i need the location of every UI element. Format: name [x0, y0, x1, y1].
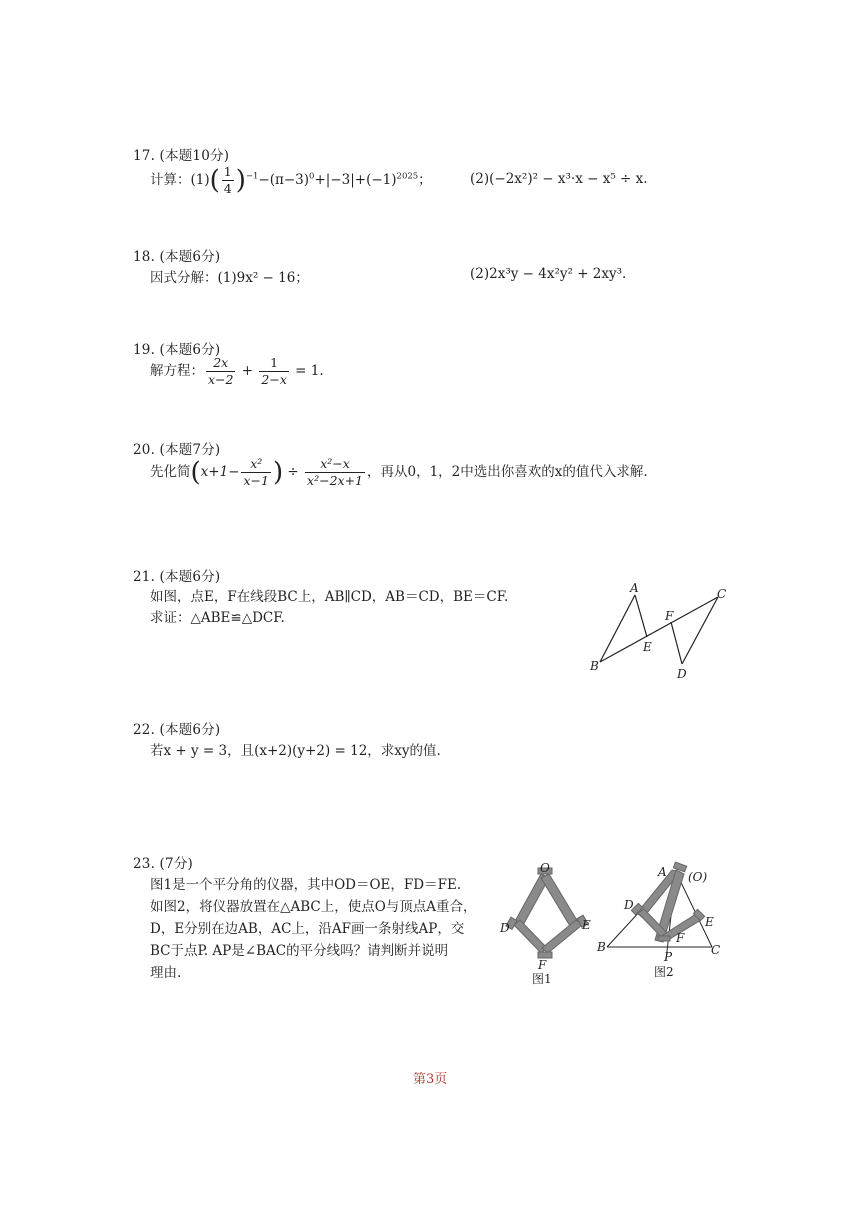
q18-part2: (2)2x³y − 4x²y² + 2xy³. — [470, 266, 627, 282]
q17-part2: (2)(−2x²)² − x³·x − x⁵ ÷ x. — [470, 171, 648, 187]
q17-part1: 计算：(1)( $\frac{1}{4}$ )$^{-1}-(\pi-3)^0+|-3|+(-1)^{2025}$； — [150, 164, 432, 196]
q21-label-f: F — [665, 609, 674, 623]
fig1-label-f: F — [538, 958, 547, 972]
fig2-label-c: C — [711, 943, 721, 957]
q21-title: 21. (本题6分) — [133, 569, 221, 585]
fig2-label-b: B — [597, 940, 606, 954]
q18-part1: 因式分解：(1)9x² − 16； — [150, 270, 309, 286]
q20-title: 20. (本题7分) — [133, 442, 221, 458]
q17-title: 17. (本题10分) — [133, 148, 230, 164]
q18-title: 18. (本题6分) — [133, 249, 221, 265]
q23-line5: 理由. — [150, 965, 182, 981]
q17-frac: $\frac{1}{4}$ — [223, 164, 232, 196]
q22-title: 22. (本题6分) — [133, 722, 221, 738]
fig2-label-e: E — [705, 915, 714, 929]
page-number: 第3页 — [413, 1072, 448, 1087]
q21-line2: 求证：△ABE≌△DCF. — [150, 610, 285, 626]
fig1-label-d: D — [500, 921, 510, 935]
fig2-label-a: A — [658, 865, 667, 879]
fig1-label-e: E — [582, 918, 591, 932]
q23-line2: 如图2，将仪器放置在△ABC上，使点O与顶点A重合， — [150, 899, 477, 915]
q21-label-a: A — [630, 581, 639, 595]
q17-lead: 计算：(1) — [150, 172, 210, 188]
q19-equation: 解方程： $\frac{2x}{x-2}$ + $\frac{1}{2-x}$ = 1. — [150, 355, 324, 387]
fig2-cap-f — [658, 936, 670, 941]
q23-line1: 图1是一个平分角的仪器，其中OD＝OE，FD＝FE. — [150, 877, 462, 893]
q21-segment-ae — [635, 595, 647, 637]
q23-figure2 — [592, 860, 732, 985]
q21-label-d: D — [677, 667, 687, 681]
q21-segment-df — [671, 622, 682, 664]
q23-line3: D，E分别在边AB，AC上，沿AF画一条射线AP，交 — [150, 921, 465, 937]
q22-line1: 若x + y = 3，且(x+2)(y+2) = 12，求xy的值. — [150, 743, 441, 759]
fig1-bar-ef — [542, 920, 582, 953]
fig2-label-o: (O) — [688, 870, 708, 884]
q20-expression: 先化简(x+1− $\frac{\text{x²}}{x-1}$ ) ÷ $\frac{\text{x²−x}}{\text{x²−2x+1}}$ ，再从0，1，2中选出你喜欢的x的值代入求解. — [150, 456, 648, 488]
fig1-bar-oe — [541, 874, 578, 926]
q21-label-e: E — [643, 640, 652, 654]
q21-line1: 如图，点E，F在线段BC上，AB∥CD，AB＝CD，BE＝CF. — [150, 589, 509, 605]
fig2-label-f: F — [676, 931, 685, 945]
q19-title: 19. (本题6分) — [133, 342, 221, 358]
q21-label-b: B — [590, 659, 599, 673]
q23-title: 23. (7分) — [133, 856, 193, 872]
fig2-label-d: D — [624, 898, 634, 912]
q23-figure1 — [500, 862, 600, 987]
fig1-caption: 图1 — [532, 972, 552, 986]
fig2-label-p: P — [664, 950, 673, 964]
q21-figure — [585, 575, 735, 685]
q21-label-c: C — [717, 587, 727, 601]
fig1-label-o: O — [540, 862, 550, 875]
q23-line4: BC于点P. AP是∠BAC的平分线吗？请判断并说明 — [150, 943, 449, 959]
fig2-caption: 图2 — [654, 965, 674, 979]
